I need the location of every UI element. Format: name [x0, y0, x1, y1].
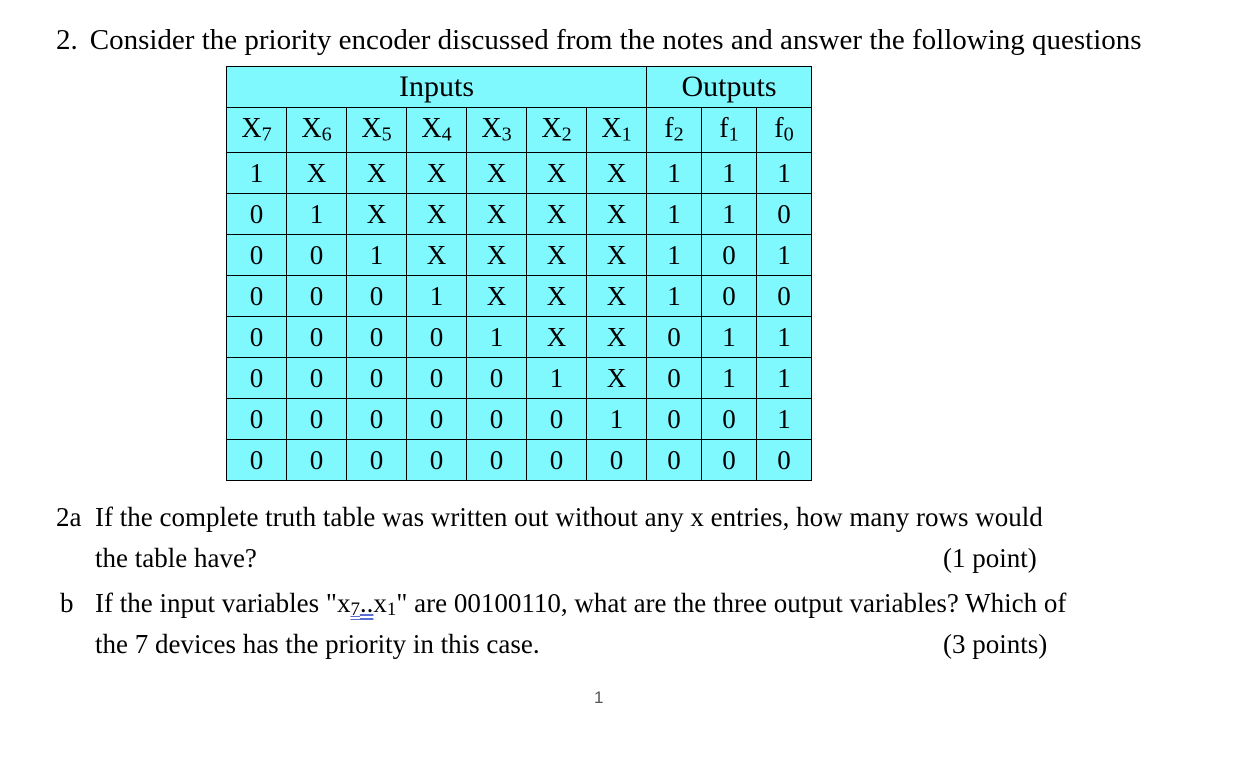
group-header-row — [227, 67, 812, 108]
table-cell: 0 — [227, 399, 287, 440]
table-cell: 0 — [647, 399, 702, 440]
table-body — [227, 153, 812, 481]
part-b-label: b — [60, 588, 74, 618]
table-cell: 0 — [702, 440, 757, 481]
table-cell: X — [287, 153, 347, 194]
table-cell: X — [407, 235, 467, 276]
table-cell: 0 — [287, 399, 347, 440]
table-cell: X — [527, 235, 587, 276]
table-cell: X — [527, 317, 587, 358]
table-cell: 0 — [287, 235, 347, 276]
inputs-header: Inputs — [227, 67, 647, 108]
part-b-line2: the 7 devices has the priority in this case. — [95, 629, 540, 659]
part-a-line1: If the complete truth table was written out without any x entries, how many rows would — [95, 502, 1043, 532]
table-cell: 0 — [227, 276, 287, 317]
input-column-header-x2: X2 — [527, 108, 587, 153]
table-cell: 0 — [647, 317, 702, 358]
table-cell: X — [467, 235, 527, 276]
table-cell: 0 — [467, 399, 527, 440]
part-a-line2: the table have? — [95, 543, 257, 573]
table-cell: X — [407, 194, 467, 235]
table-cell: 1 — [287, 194, 347, 235]
table-cell: X — [587, 276, 647, 317]
table-cell: X — [587, 153, 647, 194]
table-cell: 1 — [757, 399, 812, 440]
outputs-header: Outputs — [647, 67, 812, 108]
table-cell: X — [467, 194, 527, 235]
table-cell: X — [587, 358, 647, 399]
table-cell: 0 — [227, 358, 287, 399]
table-cell: X — [587, 235, 647, 276]
input-column-header-x3: X3 — [467, 108, 527, 153]
table-cell: 1 — [757, 317, 812, 358]
question-heading — [56, 22, 1142, 58]
input-column-header-x5: X5 — [347, 108, 407, 153]
part-b-points: (3 points) — [943, 629, 1048, 659]
table-cell: 0 — [757, 276, 812, 317]
table-cell: 1 — [647, 235, 702, 276]
table-cell: 0 — [287, 276, 347, 317]
table-cell: 0 — [227, 235, 287, 276]
table-cell: 0 — [347, 276, 407, 317]
table-row — [227, 194, 812, 235]
part-a-points: (1 point) — [943, 543, 1037, 573]
table-row — [227, 317, 812, 358]
table-cell: 0 — [227, 317, 287, 358]
table-cell: 0 — [407, 317, 467, 358]
table-cell: 1 — [407, 276, 467, 317]
table-cell: X — [527, 153, 587, 194]
table-row — [227, 358, 812, 399]
table-cell: X — [527, 276, 587, 317]
table-cell: 0 — [287, 440, 347, 481]
table-cell: 1 — [647, 153, 702, 194]
table-cell: 0 — [347, 358, 407, 399]
table-cell: 1 — [527, 358, 587, 399]
table-cell: 1 — [702, 358, 757, 399]
table-cell: 0 — [287, 317, 347, 358]
input-column-header-x4: X4 — [407, 108, 467, 153]
table-cell: 1 — [347, 235, 407, 276]
output-column-header-f0: f0 — [757, 108, 812, 153]
table-cell: 1 — [702, 317, 757, 358]
table-row — [227, 153, 812, 194]
table-cell: 1 — [757, 153, 812, 194]
input-column-header-x6: X6 — [287, 108, 347, 153]
table-cell: X — [467, 276, 527, 317]
table-cell: 0 — [407, 399, 467, 440]
table-row — [227, 399, 812, 440]
table-row — [227, 440, 812, 481]
table-cell: 1 — [757, 235, 812, 276]
page-number: 1 — [594, 688, 604, 707]
table-cell: 0 — [227, 440, 287, 481]
table-cell: 0 — [467, 440, 527, 481]
table-cell: 0 — [407, 440, 467, 481]
table-cell: 1 — [702, 153, 757, 194]
input-column-header-x7: X7 — [227, 108, 287, 153]
table-cell: 0 — [347, 399, 407, 440]
table-cell: 1 — [587, 399, 647, 440]
table-cell: X — [587, 194, 647, 235]
table-cell: 1 — [227, 153, 287, 194]
table-cell: 1 — [757, 358, 812, 399]
table-cell: 0 — [647, 440, 702, 481]
table-cell: 0 — [757, 194, 812, 235]
table-cell: 0 — [527, 440, 587, 481]
table-cell: 1 — [467, 317, 527, 358]
input-column-header-x1: X1 — [587, 108, 647, 153]
table-cell: 0 — [702, 399, 757, 440]
table-cell: X — [347, 194, 407, 235]
table-cell: X — [407, 153, 467, 194]
table-cell: 0 — [347, 317, 407, 358]
column-header-row — [227, 108, 812, 153]
output-column-header-f1: f1 — [702, 108, 757, 153]
priority-encoder-truth-table — [226, 66, 812, 481]
part-a-label: 2a — [56, 502, 82, 532]
output-column-header-f2: f2 — [647, 108, 702, 153]
table-cell: 1 — [647, 194, 702, 235]
table-cell: 0 — [527, 399, 587, 440]
question-text: Consider the priority encoder discussed from the notes and answer the following questions — [89, 24, 1142, 56]
table-cell: 0 — [227, 194, 287, 235]
table-cell: X — [527, 194, 587, 235]
table-cell: 1 — [647, 276, 702, 317]
table-row — [227, 235, 812, 276]
table-row — [227, 276, 812, 317]
table-cell: 0 — [757, 440, 812, 481]
part-b-line1: If the input variables "x7..x1" are 00100110, what are the three output variables? Which of — [95, 588, 1067, 620]
table-cell: 0 — [587, 440, 647, 481]
table-cell: 0 — [287, 358, 347, 399]
table-cell: 1 — [702, 194, 757, 235]
table-cell: 0 — [407, 358, 467, 399]
table-cell: 0 — [702, 276, 757, 317]
table-cell: 0 — [347, 440, 407, 481]
table-cell: 0 — [647, 358, 702, 399]
table-cell: X — [347, 153, 407, 194]
table-cell: X — [587, 317, 647, 358]
table-cell: X — [467, 153, 527, 194]
table-cell: 0 — [702, 235, 757, 276]
question-number: 2. — [56, 24, 78, 56]
table-cell: 0 — [467, 358, 527, 399]
